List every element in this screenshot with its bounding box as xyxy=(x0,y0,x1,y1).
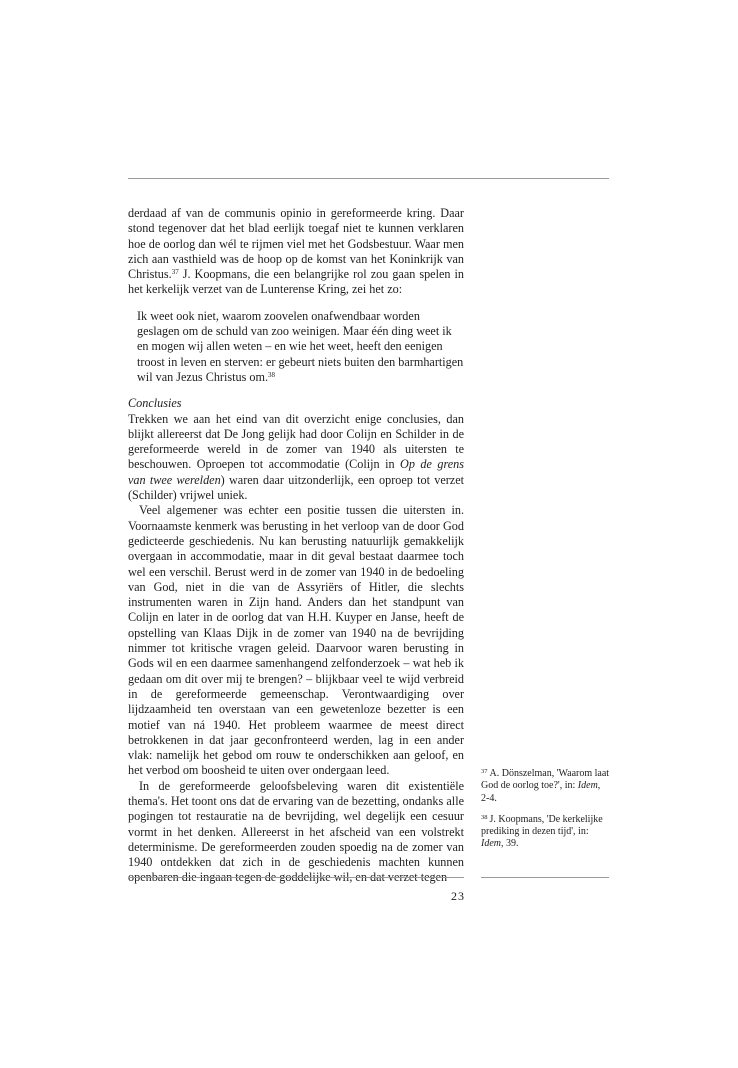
footnotes-column xyxy=(481,768,611,860)
top-rule xyxy=(128,178,609,179)
block-quote-text: Ik weet ook niet, waarom zoovelen onafwendbaar worden geslagen om de schuld van zoo weinigen. Maar één ding weet ik en mogen wij allen weten – en wie het weet, heeft den eenigen troost in leven en sterven: er gebeurt niets buiten den barmhartigen wil van Jezus Christus om. xyxy=(137,308,464,384)
footnote-ref-38[interactable]: 38 xyxy=(268,370,276,379)
main-text-column xyxy=(128,206,464,886)
paragraph-1-text: derdaad af van de communis opinio in gereformeerde kring. Daar stond tegenover dat het blad eerlijk toegaf niet te kunnen verklaren hoe de oorlog dan wél te rijmen viel met het Godsbestuur. Waar men zich aan vasthield was de hoop op de komst van het Koninkrijk van Christus. xyxy=(128,206,464,282)
footnote-source: Idem xyxy=(481,838,501,850)
bottom-rule-notes xyxy=(481,877,609,878)
footnote-text: J. Koopmans, 'De kerkelijke prediking in dezen tijd', in: xyxy=(481,813,603,838)
block-quote xyxy=(137,309,464,385)
footnote-pages: , 2-4. xyxy=(481,780,601,804)
paragraph-1-tail: J. Koopmans, die een belangrijke rol zou gaan spelen in het kerkelijk verzet van de Lunterense Kring, zei het zo: xyxy=(128,267,464,297)
page-number: 23 xyxy=(451,889,465,903)
paragraph-2-text-b: ) waren daar uitzonderlijk, een oproep tot verzet (Schilder) vrijwel uniek. xyxy=(128,472,464,503)
paragraph-2-text-a: Trekken we aan het eind van dit overzicht enige conclusies, dan blijkt allereerst dat De Jong gelijk had door Colijn en Schilder in de gereformeerde wereld in de zomer van 1940 als uitersten te beschouwen. Oproepen tot accommodatie (Colijn in xyxy=(128,411,464,472)
footnote-37 xyxy=(481,768,611,805)
book-title: Op de grens van twee werelden xyxy=(128,457,464,487)
footnote-38 xyxy=(481,814,611,851)
footnote-text: A. Dönszelman, 'Waarom laat God de oorlog toe?', in: xyxy=(481,768,610,792)
paragraph-3: Veel algemener was echter een positie tussen die uitersten in. Voornaamste kenmerk was berusting in het verloop van de door God gedicteerde geschiedenis. Nu kan berusting natuurlijk gemakkelijk overgaan in accommodatie, maar in dit geval bestaat daarmee toch wel een verschil. Berust werd in de zomer van 1940 in de bedoeling van God, niet in die van de Assyriërs of Hitler, die slechts instrumenten waren in Zijn hand. Anders dan het standpunt van Colijn en later in de oorlog dat van H.H. Kuyper en Janse, heeft de opstelling van Klaas Dijk in de zomer van 1940 na de bevrijding nimmer tot kritische vragen geleid. Daarvoor waren berusting in Gods wil en een daarmee samenhangend zelfonderzoek – wat heb ik gedaan om dit over mij te brengen? – blijkbaar veel te wijd verbreid in de gereformeerde gemeenschap. Verontwaardiging over lijdzaamheid ten overstaan van een gewetenloze bezetter is een motief van ná 1940. Het probleem waarmee de meest direct betrokkenen in dat jaar geconfronteerd werden, lag in een ander vlak: namelijk het gebod om rouw te onderschikken aan geloof, en het verbod om boosheid te uiten over ondergaan leed. xyxy=(128,503,464,778)
bottom-rule-main xyxy=(128,877,464,878)
footnote-number: 38 xyxy=(481,813,488,821)
paragraph-4: In de gereformeerde geloofsbeleving waren dit existentiële thema's. Het toont ons dat de ervaring van de bezetting, ondanks alle pogingen tot restauratie na de bevrijding, wel degelijk een cesuur vormt in het denken. Allereerst in het afscheid van een volstrekt determinisme. De gereformeerden zouden spoedig na de zomer van 1940 ontdekken dat zich in de geschiedenis machten kunnen openbaren die ingaan tegen de goddelijke wil, en dat verzet tegen xyxy=(128,778,464,885)
footnote-pages: , 39. xyxy=(501,838,519,850)
footnote-ref-37[interactable]: 37 xyxy=(171,268,179,277)
footnote-source: Idem xyxy=(577,780,598,792)
section-heading: Conclusies xyxy=(128,396,182,411)
paragraph-1 xyxy=(128,206,464,298)
paragraph-2 xyxy=(128,412,464,504)
footnote-number: 37 xyxy=(481,768,488,775)
